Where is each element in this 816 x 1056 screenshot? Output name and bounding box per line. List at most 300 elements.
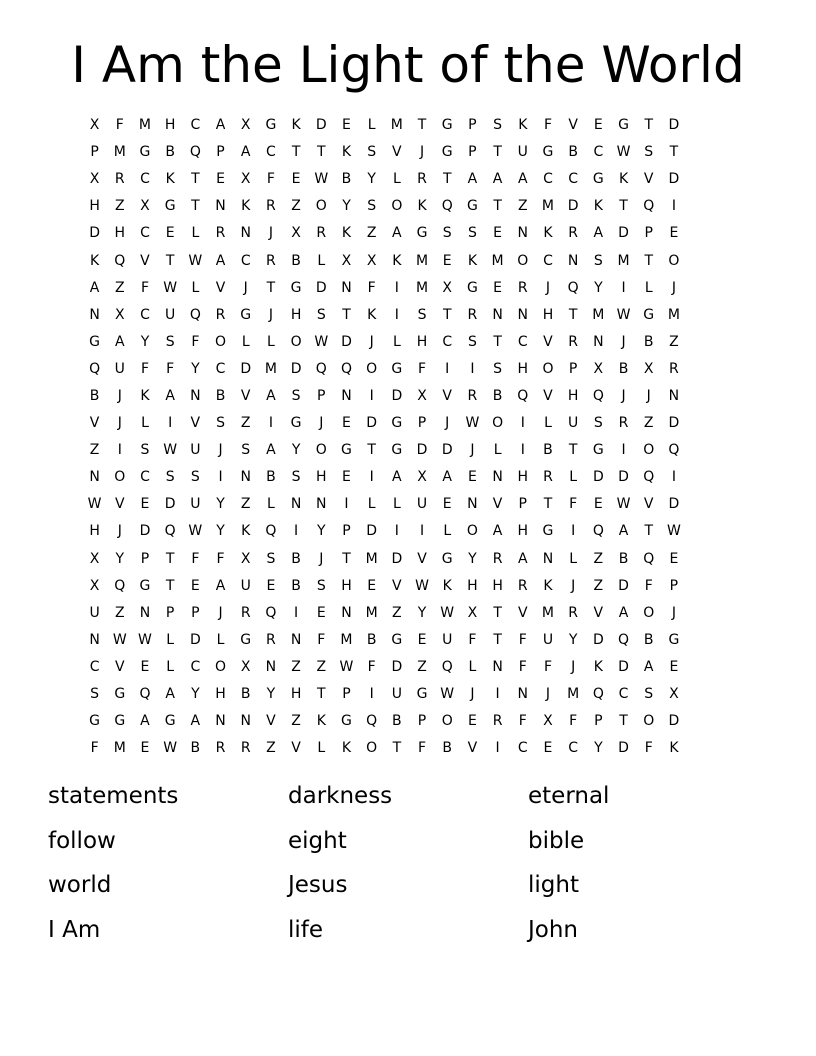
grid-letter: X — [467, 604, 478, 621]
grid-letter: O — [542, 360, 554, 377]
grid-letter: B — [341, 171, 352, 188]
grid-letter: D — [618, 740, 629, 757]
grid-letter: D — [315, 279, 327, 296]
grid-letter: Q — [592, 523, 604, 540]
grid-letter: Y — [594, 740, 603, 757]
grid-letter: I — [621, 279, 626, 296]
grid-letter: G — [89, 333, 101, 350]
grid-letter: D — [668, 713, 680, 730]
grid-letter: C — [593, 144, 604, 161]
grid-letter: X — [643, 360, 654, 377]
grid-letter: P — [644, 225, 653, 242]
grid-letter: M — [541, 198, 555, 215]
word-list-item: eternal — [528, 783, 610, 809]
grid-letter: V — [392, 577, 402, 594]
grid-letter: N — [341, 604, 352, 621]
grid-letter: N — [492, 469, 503, 486]
grid-letter: J — [671, 279, 676, 296]
grid-letter: Y — [191, 686, 200, 703]
grid-letter: M — [113, 144, 126, 161]
grid-letter: M — [667, 306, 680, 323]
grid-letter: Y — [291, 442, 301, 459]
grid-letter: B — [442, 740, 453, 757]
grid-letter: G — [341, 442, 352, 459]
grid-row — [82, 573, 738, 600]
grid-letter: X — [89, 577, 100, 594]
grid-letter: P — [417, 713, 427, 730]
grid-letter: L — [317, 740, 326, 757]
grid-letter: W — [87, 496, 102, 513]
word-list-item: follow — [48, 827, 116, 854]
grid-letter: H — [517, 469, 529, 486]
grid-letter: V — [543, 333, 553, 350]
grid-letter: G — [618, 117, 629, 134]
grid-letter: U — [114, 360, 125, 377]
grid-letter: B — [291, 577, 301, 594]
grid-letter: N — [341, 279, 352, 296]
grid-letter: K — [241, 523, 251, 540]
grid-letter: A — [165, 387, 175, 404]
grid-letter: U — [416, 496, 428, 513]
grid-letter: K — [140, 387, 150, 404]
grid-letter: E — [216, 171, 225, 188]
grid-letter: Y — [317, 523, 326, 540]
grid-letter: I — [168, 415, 173, 432]
grid-letter: G — [668, 631, 680, 648]
grid-letter: Z — [114, 198, 125, 215]
grid-row — [82, 627, 738, 654]
grid-letter: A — [165, 686, 175, 703]
grid-letter: L — [241, 333, 250, 350]
grid-letter: W — [616, 306, 631, 323]
grid-letter: C — [140, 225, 150, 242]
grid-letter: A — [442, 469, 452, 486]
grid-letter: G — [164, 713, 176, 730]
grid-letter: E — [593, 117, 603, 134]
grid-letter: M — [390, 117, 403, 134]
grid-letter: Z — [114, 604, 125, 621]
grid-letter: N — [517, 225, 529, 242]
grid-letter: A — [89, 279, 100, 296]
grid-letter: N — [668, 387, 680, 404]
grid-letter: B — [165, 144, 175, 161]
grid-letter: Y — [140, 333, 150, 350]
grid-letter: J — [646, 387, 651, 404]
grid-letter: L — [141, 415, 149, 432]
grid-letter: L — [166, 658, 175, 675]
grid-letter: Y — [468, 550, 477, 567]
grid-letter: I — [671, 469, 676, 486]
grid-letter: T — [191, 198, 200, 215]
grid-letter: E — [140, 496, 150, 513]
grid-letter: W — [440, 604, 455, 621]
grid-letter: Z — [316, 658, 327, 675]
grid-letter: F — [191, 550, 200, 567]
grid-letter: R — [467, 306, 478, 323]
grid-letter: Q — [366, 713, 378, 730]
grid-letter: C — [568, 171, 579, 188]
grid-letter: I — [445, 360, 450, 377]
grid-letter: H — [290, 686, 302, 703]
grid-letter: T — [317, 686, 326, 703]
grid-letter: J — [470, 686, 475, 703]
grid-letter: U — [517, 144, 528, 161]
grid-letter: O — [466, 523, 478, 540]
grid-letter: J — [445, 415, 450, 432]
grid-letter: J — [470, 442, 475, 459]
grid-letter: Z — [417, 658, 427, 675]
grid-letter: S — [593, 415, 603, 432]
grid-letter: O — [643, 713, 655, 730]
grid-letter: Q — [592, 387, 604, 404]
grid-letter: P — [669, 577, 679, 594]
grid-letter: G — [290, 415, 302, 432]
grid-letter: Q — [89, 360, 101, 377]
word-list-item: statements — [48, 783, 179, 809]
grid-letter: G — [466, 198, 478, 215]
grid-letter: L — [267, 496, 275, 513]
grid-letter: F — [166, 360, 175, 377]
grid-letter: L — [569, 469, 578, 486]
grid-letter: W — [616, 496, 631, 513]
grid-letter: J — [419, 144, 425, 161]
grid-letter: A — [517, 171, 528, 188]
word-list-item: eight — [288, 827, 347, 854]
grid-letter: K — [543, 225, 553, 242]
grid-letter: J — [117, 415, 122, 432]
grid-letter: H — [416, 333, 428, 350]
grid-letter: S — [644, 686, 654, 703]
grid-letter: G — [391, 415, 403, 432]
grid-letter: R — [240, 740, 251, 757]
grid-letter: F — [518, 658, 527, 675]
grid-letter: C — [140, 469, 150, 486]
grid-letter: Q — [265, 604, 277, 621]
grid-letter: A — [266, 442, 276, 459]
grid-letter: Z — [392, 604, 402, 621]
grid-row — [82, 383, 738, 410]
grid-letter: C — [140, 306, 150, 323]
grid-letter: T — [165, 577, 175, 594]
grid-row — [82, 546, 738, 573]
grid-letter: W — [163, 442, 178, 459]
grid-letter: M — [138, 117, 152, 134]
grid-letter: T — [568, 306, 578, 323]
grid-letter: E — [493, 279, 503, 296]
grid-letter: C — [140, 171, 150, 188]
grid-letter: R — [492, 550, 503, 567]
grid-letter: R — [215, 740, 226, 757]
grid-letter: T — [493, 604, 502, 621]
grid-letter: L — [367, 117, 376, 134]
grid-letter: D — [240, 360, 252, 377]
grid-letter: R — [618, 415, 629, 432]
grid-letter: S — [140, 442, 150, 459]
grid-letter: G — [416, 686, 428, 703]
grid-letter: I — [369, 469, 374, 486]
grid-letter: K — [618, 171, 629, 188]
grid-letter: R — [266, 252, 276, 269]
grid-letter: W — [163, 740, 178, 757]
grid-letter: G — [114, 686, 126, 703]
grid-letter: B — [240, 686, 251, 703]
grid-letter: N — [517, 686, 529, 703]
grid-letter: J — [545, 686, 551, 703]
grid-letter: H — [517, 523, 529, 540]
grid-letter: K — [341, 225, 352, 242]
word-list-item: John — [528, 916, 579, 943]
grid-letter: C — [89, 658, 100, 675]
grid-letter: D — [567, 198, 579, 215]
grid-letter: H — [316, 469, 327, 486]
grid-letter: S — [467, 225, 477, 242]
grid-letter: E — [266, 577, 276, 594]
grid-letter: N — [265, 658, 277, 675]
word-list-item: world — [48, 872, 112, 898]
grid-letter: D — [668, 415, 680, 432]
grid-letter: B — [291, 252, 301, 269]
grid-letter: V — [643, 171, 654, 188]
grid-letter: P — [417, 415, 427, 432]
grid-letter: A — [215, 252, 226, 269]
grid-letter: N — [517, 306, 529, 323]
grid-letter: Q — [618, 631, 630, 648]
grid-letter: P — [518, 496, 527, 513]
grid-row — [82, 708, 738, 735]
grid-letter: F — [418, 740, 427, 757]
grid-letter: L — [392, 496, 401, 513]
grid-letter: G — [240, 631, 252, 648]
grid-letter: X — [240, 658, 251, 675]
grid-letter: Q — [114, 577, 126, 594]
grid-letter: D — [416, 442, 428, 459]
grid-letter: Z — [366, 225, 377, 242]
grid-letter: U — [240, 577, 251, 594]
grid-letter: A — [517, 550, 528, 567]
grid-letter: K — [291, 117, 301, 134]
grid-letter: Q — [592, 686, 604, 703]
grid-letter: W — [666, 523, 681, 540]
grid-letter: F — [266, 171, 275, 188]
grid-letter: G — [542, 523, 554, 540]
grid-letter: O — [492, 415, 504, 432]
grid-letter: J — [243, 279, 248, 296]
grid-letter: Z — [291, 198, 301, 215]
grid-letter: E — [467, 713, 477, 730]
grid-letter: N — [89, 631, 100, 648]
grid-letter: V — [643, 496, 654, 513]
grid-letter: Y — [568, 631, 578, 648]
grid-letter: K — [316, 713, 326, 730]
grid-letter: H — [114, 225, 126, 242]
grid-letter: G — [139, 144, 151, 161]
grid-letter: V — [215, 279, 226, 296]
grid-letter: G — [341, 713, 352, 730]
grid-letter: P — [568, 360, 578, 377]
grid-letter: T — [543, 496, 553, 513]
grid-letter: X — [240, 117, 251, 134]
grid-letter: B — [643, 333, 654, 350]
grid-letter: K — [593, 658, 603, 675]
grid-letter: E — [367, 577, 377, 594]
grid-letter: X — [442, 279, 453, 296]
grid-letter: O — [215, 658, 227, 675]
grid-letter: I — [621, 442, 626, 459]
grid-letter: A — [593, 225, 604, 242]
grid-letter: I — [470, 360, 475, 377]
grid-letter: S — [241, 442, 251, 459]
grid-letter: T — [317, 144, 326, 161]
grid-letter: D — [618, 469, 629, 486]
grid-letter: G — [265, 117, 277, 134]
grid-letter: V — [568, 117, 578, 134]
grid-letter: Z — [593, 577, 604, 594]
grid-letter: C — [215, 360, 226, 377]
grid-letter: Y — [342, 198, 351, 215]
grid-letter: R — [669, 360, 679, 377]
grid-letter: T — [644, 523, 653, 540]
grid-letter: M — [340, 631, 353, 648]
grid-letter: R — [266, 631, 276, 648]
grid-letter: P — [191, 604, 200, 621]
grid-letter: C — [190, 658, 201, 675]
grid-letter: K — [341, 740, 352, 757]
grid-letter: M — [264, 360, 277, 377]
grid-letter: A — [492, 523, 503, 540]
grid-letter: J — [319, 415, 324, 432]
grid-letter: K — [518, 117, 528, 134]
grid-letter: J — [621, 333, 626, 350]
grid-letter: A — [392, 225, 402, 242]
grid-letter: A — [467, 171, 478, 188]
grid-letter: S — [291, 387, 301, 404]
grid-letter: Q — [643, 198, 655, 215]
grid-letter: P — [468, 144, 477, 161]
grid-letter: Z — [240, 415, 251, 432]
grid-letter: S — [644, 144, 654, 161]
grid-letter: T — [291, 144, 301, 161]
grid-letter: E — [417, 631, 427, 648]
grid-letter: P — [165, 604, 175, 621]
grid-letter: Q — [441, 658, 453, 675]
grid-row — [82, 112, 738, 139]
grid-letter: D — [366, 415, 378, 432]
grid-letter: S — [216, 415, 225, 432]
grid-letter: B — [266, 469, 276, 486]
grid-letter: L — [166, 631, 175, 648]
grid-letter: G — [416, 225, 428, 242]
grid-letter: A — [215, 577, 226, 594]
grid-letter: S — [316, 306, 326, 323]
grid-letter: M — [592, 306, 605, 323]
grid-letter: W — [440, 686, 455, 703]
grid-letter: U — [391, 686, 402, 703]
grid-letter: T — [165, 252, 175, 269]
grid-letter: Z — [643, 415, 654, 432]
grid-letter: Z — [669, 333, 679, 350]
grid-letter: H — [290, 306, 302, 323]
grid-row — [82, 356, 738, 383]
grid-letter: U — [89, 604, 100, 621]
grid-letter: T — [493, 144, 502, 161]
grid-letter: S — [367, 198, 377, 215]
grid-letter: K — [165, 171, 175, 188]
grid-letter: G — [391, 360, 403, 377]
grid-letter: I — [419, 523, 425, 540]
grid-letter: W — [616, 144, 631, 161]
word-list-item: I Am — [48, 916, 101, 943]
grid-letter: C — [568, 740, 579, 757]
grid-letter: V — [417, 550, 427, 567]
grid-letter: B — [190, 740, 201, 757]
grid-letter: T — [493, 631, 502, 648]
grid-letter: Y — [417, 604, 427, 621]
grid-letter: G — [139, 577, 151, 594]
grid-letter: N — [567, 252, 579, 269]
grid-letter: E — [543, 740, 553, 757]
grid-letter: J — [117, 387, 122, 404]
grid-letter: M — [365, 550, 378, 567]
grid-letter: J — [117, 523, 122, 540]
grid-letter: V — [114, 496, 125, 513]
grid-letter: G — [592, 442, 604, 459]
grid-letter: T — [342, 306, 351, 323]
grid-letter: T — [342, 550, 351, 567]
grid-letter: A — [392, 469, 402, 486]
grid-letter: V — [593, 604, 604, 621]
grid-letter: Y — [216, 496, 225, 513]
grid-letter: T — [619, 713, 628, 730]
grid-letter: J — [571, 577, 576, 594]
grid-letter: D — [668, 171, 680, 188]
grid-letter: S — [190, 469, 200, 486]
grid-letter: M — [415, 252, 429, 269]
grid-letter: W — [314, 171, 329, 188]
grid-letter: T — [493, 333, 502, 350]
grid-letter: G — [466, 279, 478, 296]
grid-letter: O — [668, 252, 680, 269]
grid-letter: F — [140, 360, 149, 377]
grid-letter: T — [644, 252, 653, 269]
word-list-item: Jesus — [288, 872, 348, 898]
grid-letter: R — [316, 225, 327, 242]
grid-letter: I — [495, 740, 500, 757]
grid-letter: X — [366, 252, 377, 269]
grid-row — [82, 275, 738, 302]
grid-letter: C — [517, 740, 528, 757]
grid-letter: O — [643, 442, 655, 459]
grid-letter: N — [215, 198, 226, 215]
grid-letter: J — [545, 279, 551, 296]
grid-letter: I — [520, 415, 525, 432]
grid-letter: T — [493, 198, 502, 215]
grid-letter: J — [268, 306, 273, 323]
grid-letter: Y — [266, 686, 276, 703]
grid-letter: U — [542, 631, 554, 648]
grid-letter: Z — [517, 198, 528, 215]
grid-letter: G — [391, 631, 403, 648]
grid-letter: T — [367, 442, 376, 459]
grid-letter: P — [216, 144, 225, 161]
grid-letter: E — [342, 117, 351, 134]
grid-letter: O — [366, 360, 378, 377]
grid-letter: P — [317, 387, 326, 404]
grid-letter: Q — [189, 306, 201, 323]
grid-letter: A — [643, 658, 654, 675]
grid-letter: X — [543, 713, 553, 730]
grid-letter: W — [138, 631, 152, 648]
grid-letter: H — [215, 686, 226, 703]
